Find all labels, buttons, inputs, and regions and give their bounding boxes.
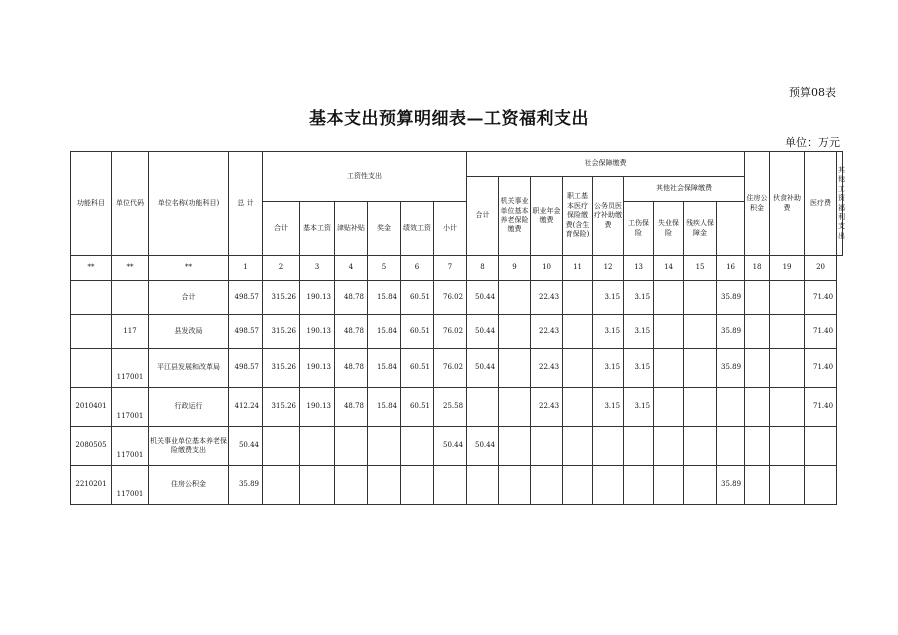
value-cell: 3.15 (624, 349, 654, 388)
value-cell: 71.40 (805, 388, 837, 427)
value-cell (745, 388, 770, 427)
value-cell (805, 427, 837, 466)
value-cell (499, 349, 531, 388)
header-other-social-group: 其他社会保障缴费 (624, 177, 745, 202)
header-wage-group: 工资性支出 (263, 152, 467, 202)
value-cell: 3.15 (624, 281, 654, 315)
table-row (71, 349, 843, 388)
value-cell (300, 466, 335, 505)
value-cell: 50.44 (434, 427, 467, 466)
header-unemployment: 失业保险 (654, 202, 684, 256)
unit-label: 单位：万元 (785, 136, 840, 149)
value-cell: 190.13 (300, 349, 335, 388)
value-cell (434, 466, 467, 505)
value-cell (624, 427, 654, 466)
unit-name-cell: 行政运行 (149, 388, 229, 427)
value-cell (770, 466, 805, 505)
value-cell (770, 427, 805, 466)
value-cell: 48.78 (335, 281, 368, 315)
value-cell: 498.57 (229, 315, 263, 349)
value-cell: 50.44 (229, 427, 263, 466)
value-cell (499, 427, 531, 466)
value-cell: 35.89 (717, 466, 745, 505)
value-cell (654, 315, 684, 349)
table-row (71, 466, 843, 505)
unit-code-cell: 117 (112, 315, 149, 349)
value-cell: 71.40 (805, 281, 837, 315)
value-cell: 15.84 (368, 349, 401, 388)
header-housing: 住房公积金 (745, 152, 770, 256)
value-cell (401, 427, 434, 466)
unit-name-cell: 平江县发展和改革局 (149, 349, 229, 388)
value-cell (499, 466, 531, 505)
value-cell: 498.57 (229, 349, 263, 388)
value-cell (563, 427, 593, 466)
value-cell: 315.26 (263, 315, 300, 349)
value-cell (467, 388, 499, 427)
value-cell (531, 427, 563, 466)
value-cell (717, 427, 745, 466)
header-social-total: 合计 (467, 177, 499, 256)
table-row (71, 427, 843, 466)
budget-table (70, 151, 846, 505)
value-cell: 15.84 (368, 281, 401, 315)
index-cell: 1 (229, 256, 263, 281)
value-cell: 15.84 (368, 315, 401, 349)
unit-name-cell: 合计 (149, 281, 229, 315)
header-wage-total: 合计 (263, 202, 300, 256)
value-cell (531, 466, 563, 505)
value-cell: 76.02 (434, 315, 467, 349)
unit-code-cell: 117001 (112, 427, 149, 466)
func-code-cell (71, 315, 112, 349)
value-cell (654, 466, 684, 505)
value-cell (563, 281, 593, 315)
value-cell: 50.44 (467, 281, 499, 315)
value-cell: 50.44 (467, 349, 499, 388)
value-cell (684, 427, 717, 466)
value-cell (684, 281, 717, 315)
header-performance: 绩效工资 (401, 202, 434, 256)
value-cell: 190.13 (300, 315, 335, 349)
value-cell: 498.57 (229, 281, 263, 315)
index-cell: 7 (434, 256, 467, 281)
func-code-cell: 2210201 (71, 466, 112, 505)
value-cell (563, 466, 593, 505)
unit-name-cell: 机关事业单位基本养老保险缴费支出 (149, 427, 229, 466)
index-cell: ** (112, 256, 149, 281)
value-cell (263, 466, 300, 505)
index-cell: 20 (805, 256, 837, 281)
index-cell: ** (71, 256, 112, 281)
index-cell: 12 (593, 256, 624, 281)
index-cell: 19 (770, 256, 805, 281)
index-cell: 8 (467, 256, 499, 281)
index-cell: 4 (335, 256, 368, 281)
value-cell (745, 281, 770, 315)
value-cell (684, 388, 717, 427)
value-cell: 190.13 (300, 281, 335, 315)
value-cell: 3.15 (624, 388, 654, 427)
value-cell: 76.02 (434, 349, 467, 388)
header-other-welfare: 其他工资福利支出 (837, 152, 843, 256)
table-row (71, 388, 843, 427)
header-social-group: 社会保障缴费 (467, 152, 745, 177)
table-row (71, 281, 843, 315)
value-cell (593, 427, 624, 466)
header-annuity: 职业年金缴费 (531, 177, 563, 256)
value-cell (563, 388, 593, 427)
value-cell (770, 388, 805, 427)
header-medical-fee: 医疗费 (805, 152, 837, 256)
value-cell (745, 315, 770, 349)
header-disability: 残疾人保障金 (684, 202, 717, 256)
value-cell (745, 466, 770, 505)
value-cell (467, 466, 499, 505)
index-row (71, 256, 843, 281)
value-cell: 3.15 (624, 315, 654, 349)
value-cell: 3.15 (593, 388, 624, 427)
header-other-subtotal: 小计 (434, 202, 467, 256)
index-cell: 18 (745, 256, 770, 281)
index-cell: 5 (368, 256, 401, 281)
value-cell: 60.51 (401, 349, 434, 388)
index-cell: ** (149, 256, 229, 281)
index-cell: 3 (300, 256, 335, 281)
value-cell (499, 388, 531, 427)
unit-code-cell: 117001 (112, 349, 149, 388)
index-cell: 11 (563, 256, 593, 281)
value-cell (805, 466, 837, 505)
value-cell (654, 388, 684, 427)
value-cell: 22.43 (531, 349, 563, 388)
header-medical: 职工基本医疗保险缴费(含生育保险) (563, 177, 593, 256)
value-cell: 15.84 (368, 388, 401, 427)
index-cell: 13 (624, 256, 654, 281)
header-unit-name: 单位名称(功能科目) (149, 152, 229, 256)
header-total: 总 计 (229, 152, 263, 256)
value-cell: 60.51 (401, 315, 434, 349)
value-cell (654, 281, 684, 315)
value-cell (745, 349, 770, 388)
value-cell: 35.89 (717, 281, 745, 315)
unit-name-cell: 住房公积金 (149, 466, 229, 505)
value-cell: 60.51 (401, 388, 434, 427)
value-cell: 35.89 (717, 315, 745, 349)
value-cell (624, 466, 654, 505)
value-cell: 71.40 (805, 315, 837, 349)
page-title: 基本支出预算明细表—工资福利支出 (309, 109, 589, 129)
value-cell: 315.26 (263, 349, 300, 388)
value-cell (770, 349, 805, 388)
value-cell (684, 349, 717, 388)
header-pension: 机关事业单位基本养老保险缴费 (499, 177, 531, 256)
header-func-code: 功能科目 (71, 152, 112, 256)
value-cell (368, 466, 401, 505)
func-code-cell: 2080505 (71, 427, 112, 466)
value-cell: 25.58 (434, 388, 467, 427)
value-cell (499, 315, 531, 349)
value-cell (368, 427, 401, 466)
header-injury: 工伤保险 (624, 202, 654, 256)
value-cell (499, 281, 531, 315)
value-cell: 48.78 (335, 349, 368, 388)
value-cell: 3.15 (593, 349, 624, 388)
value-cell (335, 466, 368, 505)
value-cell (563, 349, 593, 388)
value-cell (745, 427, 770, 466)
value-cell: 190.13 (300, 388, 335, 427)
func-code-cell: 2010401 (71, 388, 112, 427)
header-civil-medical: 公务员医疗补助缴费 (593, 177, 624, 256)
value-cell: 48.78 (335, 315, 368, 349)
value-cell: 3.15 (593, 315, 624, 349)
value-cell (684, 466, 717, 505)
header-unit-code: 单位代码 (112, 152, 149, 256)
value-cell (593, 466, 624, 505)
value-cell (263, 427, 300, 466)
value-cell (401, 466, 434, 505)
unit-name-cell: 县发改局 (149, 315, 229, 349)
value-cell: 71.40 (805, 349, 837, 388)
index-cell: 9 (499, 256, 531, 281)
value-cell (563, 315, 593, 349)
unit-code-cell: 117001 (112, 466, 149, 505)
value-cell: 60.51 (401, 281, 434, 315)
index-cell: 16 (717, 256, 745, 281)
value-cell: 50.44 (467, 315, 499, 349)
value-cell: 22.43 (531, 388, 563, 427)
value-cell (654, 427, 684, 466)
index-cell: 10 (531, 256, 563, 281)
value-cell: 76.02 (434, 281, 467, 315)
value-cell: 22.43 (531, 315, 563, 349)
value-cell: 315.26 (263, 388, 300, 427)
header-meal: 伙食补助费 (770, 152, 805, 256)
value-cell (684, 315, 717, 349)
value-cell: 412.24 (229, 388, 263, 427)
value-cell (654, 349, 684, 388)
unit-code-cell: 117001 (112, 388, 149, 427)
value-cell: 22.43 (531, 281, 563, 315)
value-cell (717, 388, 745, 427)
header-bonus: 奖金 (368, 202, 401, 256)
value-cell: 35.89 (229, 466, 263, 505)
value-cell (770, 281, 805, 315)
unit-code-cell (112, 281, 149, 315)
value-cell (300, 427, 335, 466)
value-cell: 50.44 (467, 427, 499, 466)
value-cell: 35.89 (717, 349, 745, 388)
header-base-salary: 基本工资 (300, 202, 335, 256)
table-body (71, 281, 843, 505)
value-cell: 3.15 (593, 281, 624, 315)
index-cell: 6 (401, 256, 434, 281)
func-code-cell (71, 349, 112, 388)
index-cell: 14 (654, 256, 684, 281)
index-cell: 2 (263, 256, 300, 281)
index-cell: 15 (684, 256, 717, 281)
func-code-cell (71, 281, 112, 315)
value-cell (335, 427, 368, 466)
form-number: 预算08表 (789, 86, 836, 99)
header-allowance: 津贴补贴 (335, 202, 368, 256)
value-cell: 48.78 (335, 388, 368, 427)
table-row (71, 315, 843, 349)
value-cell (770, 315, 805, 349)
value-cell: 315.26 (263, 281, 300, 315)
